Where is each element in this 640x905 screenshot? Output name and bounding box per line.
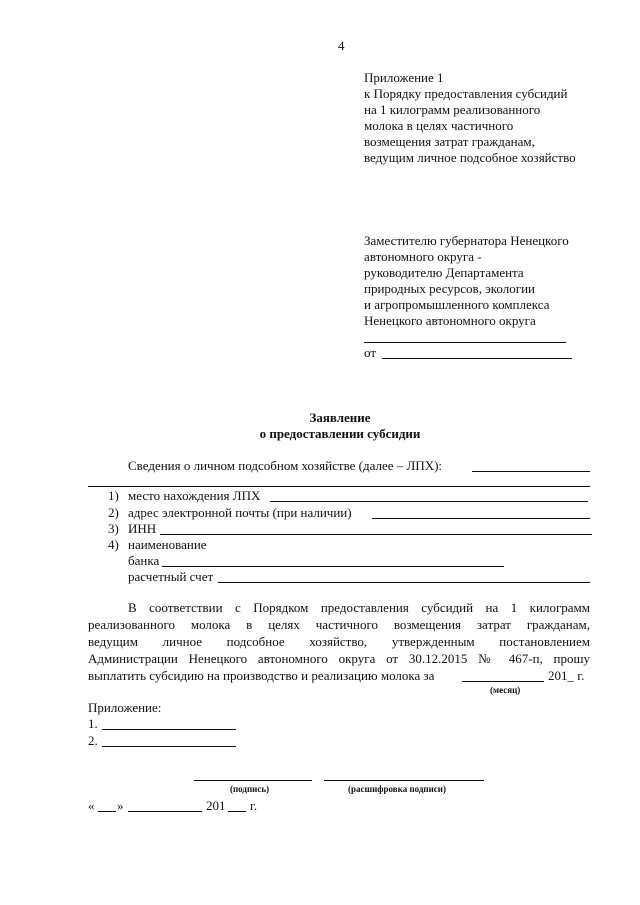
attachment-number: 2.	[88, 733, 98, 748]
addressee-line: автономного округа -	[364, 249, 482, 264]
attachment-1-field[interactable]	[102, 729, 236, 730]
attachments-label: Приложение:	[88, 700, 162, 715]
item-number: 4)	[108, 537, 119, 552]
document-title	[190, 410, 490, 442]
appendix-line: молока в целях частичного	[364, 118, 514, 133]
date-suffix: г.	[250, 798, 258, 813]
from-label: от	[364, 345, 377, 360]
signature-caption: (подпись)	[230, 784, 270, 794]
date-day-field[interactable]	[98, 811, 116, 812]
appendix-line: на 1 килограмм реализованного	[364, 102, 541, 117]
item-number: 1)	[108, 488, 119, 503]
account-field[interactable]	[218, 582, 590, 583]
item-email-label: адрес электронной почты (при наличии)	[128, 505, 352, 520]
addressee-line: природных ресурсов, экологии	[364, 281, 535, 296]
info-intro-field[interactable]	[472, 471, 590, 472]
appendix-line: Приложение 1	[364, 70, 444, 85]
bank-field[interactable]	[162, 566, 504, 567]
body-line: реализованного молока в целях частичного возмещения затрат гражданам,	[88, 617, 590, 632]
attachment-number: 1.	[88, 716, 98, 731]
month-field[interactable]	[462, 681, 544, 682]
appendix-line: ведущим личное подсобное хозяйство	[364, 150, 576, 165]
year-suffix: 201_ г.	[548, 668, 585, 683]
page-number: 4	[338, 38, 345, 53]
addressee-block	[364, 233, 569, 329]
account-label: расчетный счет	[128, 569, 214, 584]
date-year-field[interactable]	[228, 811, 246, 812]
decode-caption: (расшифровка подписи)	[348, 784, 446, 794]
addressee-line: Ненецкого автономного округа	[364, 313, 536, 328]
from-name-line[interactable]	[382, 358, 572, 359]
date-year: 201	[206, 798, 226, 813]
body-last-line: выплатить субсидию на производство и реализацию молока за	[88, 668, 435, 683]
title-line: о предоставлении субсидии	[259, 426, 421, 441]
appendix-line: к Порядку предоставления субсидий	[364, 86, 568, 101]
date-month-field[interactable]	[128, 811, 202, 812]
date-open-quote: «	[88, 798, 95, 813]
appendix-line: возмещения затрат гражданам,	[364, 134, 535, 149]
item-number: 3)	[108, 521, 119, 536]
addressee-name-line[interactable]	[364, 342, 566, 343]
date-close-quote: »	[117, 798, 124, 813]
addressee-line: и агропромышленного комплекса	[364, 297, 550, 312]
item-inn-label: ИНН	[128, 521, 157, 536]
info-extra-field[interactable]	[88, 486, 590, 487]
body-line: В соответствии с Порядком предоставления субсидий на 1 килограмм	[128, 600, 590, 615]
bank-label: банка	[128, 553, 160, 568]
inn-field[interactable]	[160, 534, 592, 535]
email-field[interactable]	[372, 518, 590, 519]
month-caption: (месяц)	[490, 685, 521, 695]
item-number: 2)	[108, 505, 119, 520]
addressee-line: руководителю Департамента	[364, 265, 524, 280]
appendix-block	[364, 70, 576, 166]
body-line: Администрации Ненецкого автономного округа от 30.12.2015 № 467-п, прошу	[88, 651, 590, 666]
info-intro: Сведения о личном подсобном хозяйстве (далее – ЛПХ):	[128, 458, 443, 473]
addressee-line: Заместителю губернатора Ненецкого	[364, 233, 569, 248]
item-bank-name-label: наименование	[128, 537, 207, 552]
body-line: ведущим личное подсобное хозяйство, утвержденным постановлением	[88, 634, 590, 649]
attachment-2-field[interactable]	[102, 746, 236, 747]
title-line: Заявление	[309, 410, 371, 425]
item-location-label: место нахождения ЛПХ	[128, 488, 261, 503]
signature-decode-field[interactable]	[324, 780, 484, 781]
location-field[interactable]	[270, 501, 588, 502]
signature-field[interactable]	[194, 780, 312, 781]
